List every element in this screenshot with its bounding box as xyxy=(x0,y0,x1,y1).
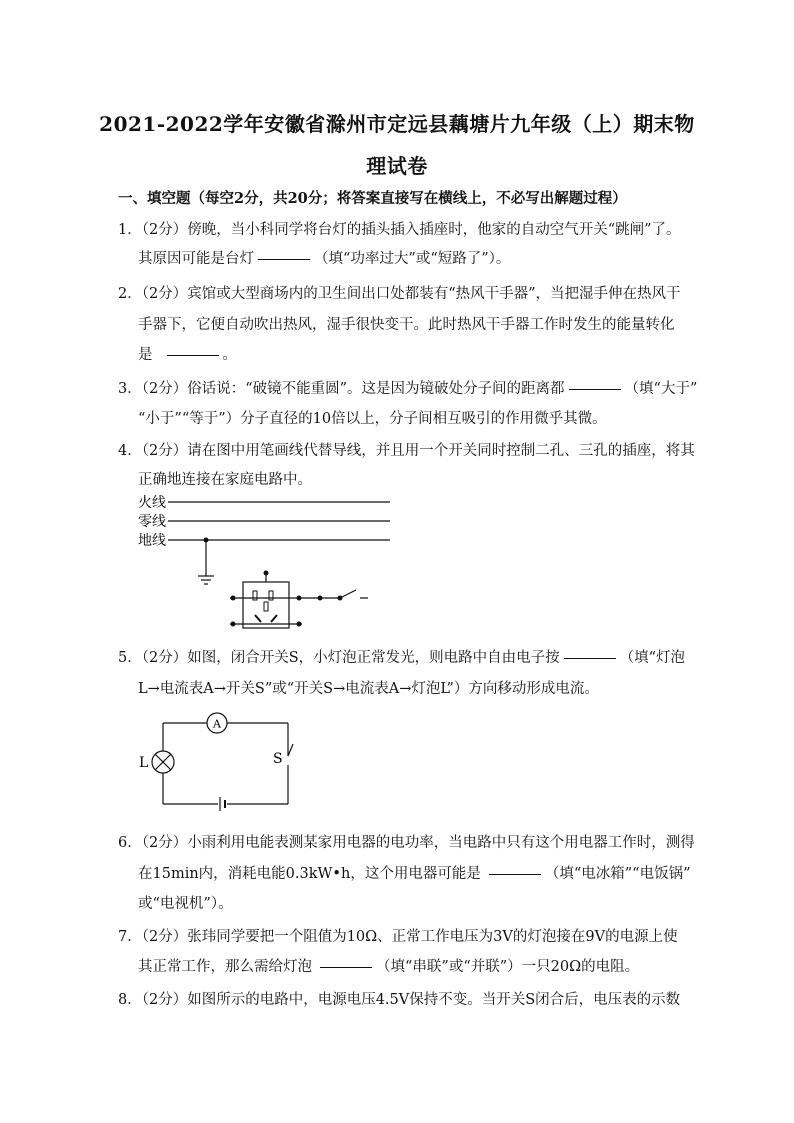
q2-line2: 手器下，它便自动吹出热风，湿手很快变干。此时热风干手器工作时发生的能量转化 xyxy=(138,317,675,333)
three-pin-slot-right xyxy=(271,615,277,622)
q7-text-a: 其正常工作，那么需给灯泡 xyxy=(138,959,312,975)
q6-text-b: （填“电冰箱”“电饭锅” xyxy=(544,866,691,882)
q2-line1: 2．（2分）宾馆或大型商场内的卫生间出口处都装有“热风干手器”，当把湿手伸在热风干 xyxy=(118,286,681,302)
q2-text-a: 是 xyxy=(138,347,153,363)
three-pin-slot-top xyxy=(264,602,268,611)
q3-text-b: （填“大于” xyxy=(624,381,698,397)
paper-title-line2: 理试卷 xyxy=(366,154,428,178)
socket-panel xyxy=(243,582,289,628)
live-wire-label: 火线 xyxy=(138,495,166,511)
q6-text-a: 在15min内，消耗电能0.3kW•h，这个用电器可能是 xyxy=(138,866,481,882)
switch-terminal-1 xyxy=(318,596,323,601)
q6-line1: 6．（2分）小雨利用电能表测某家用电器的电功率，当电路中只有这个用电器工作时，测得 xyxy=(118,835,695,851)
socket-terminal-right-lower xyxy=(297,622,302,627)
q7-answer-blank[interactable] xyxy=(320,966,372,968)
section-heading: 一、填空题（每空2分，共20分；将答案直接写在横线上，不必写出解题过程） xyxy=(118,190,627,207)
q5-text-b: （填“灯泡 xyxy=(619,650,686,666)
q3-answer-blank[interactable] xyxy=(569,388,621,390)
q6-answer-blank[interactable] xyxy=(489,873,541,875)
socket-terminal-left-lower xyxy=(231,622,236,627)
q3-line2: “小于”“等于”）分子直径的10倍以上，分子间相互吸引的作用微乎其微。 xyxy=(138,411,607,427)
q1-line1: 1．（2分）傍晚，当小科同学将台灯的插头插入插座时，他家的自动空气开关“跳闸”了。 xyxy=(118,222,681,238)
switch-label: S xyxy=(273,751,283,767)
q1-answer-blank[interactable] xyxy=(258,258,310,260)
q8-line1: 8．（2分）如图所示的电路中，电源电压4.5V保持不变。当开关S闭合后，电压表的示数 xyxy=(118,992,681,1008)
q6-line3: 或“电视机”）。 xyxy=(138,896,233,912)
q5-circuit-figure xyxy=(130,708,310,812)
q1-text-a: 其原因可能是台灯 xyxy=(138,251,254,267)
ammeter-label: A xyxy=(213,717,221,731)
q6-line2 xyxy=(138,862,690,883)
q7-line2 xyxy=(138,955,639,976)
q7-text-b: （填“串联”或“并联”）一只20Ω的电阻。 xyxy=(376,959,640,975)
q2-answer-blank[interactable] xyxy=(167,354,219,356)
socket-terminal-left-upper xyxy=(231,596,236,601)
q5-line1 xyxy=(118,646,685,667)
q1-text-b: （填“功率过大”或“短路了”）。 xyxy=(314,251,511,267)
socket-terminal-right-upper xyxy=(297,596,302,601)
ground-wire-label: 地线 xyxy=(138,533,166,549)
q7-line1: 7．（2分）张玮同学要把一个阻值为10Ω、正常工作电压为3V的灯泡接在9V的电源上使 xyxy=(118,929,678,945)
switch-blade xyxy=(340,590,356,598)
lamp-label: L xyxy=(139,755,149,771)
q4-household-circuit-figure xyxy=(130,490,390,640)
switch-s-blade xyxy=(288,744,293,756)
two-pin-slot-right xyxy=(269,591,273,600)
paper-title-line1: 2021-2022学年安徽省滁州市定远县藕塘片九年级（上）期末物 xyxy=(99,112,695,136)
q2-text-b: 。 xyxy=(222,347,237,363)
q5-text-a: 5．（2分）如图，闭合开关S，小灯泡正常发光，则电路中自由电子按 xyxy=(118,650,560,666)
neutral-wire-label: 零线 xyxy=(138,514,166,530)
q5-line2: L→电流表A→开关S”或“开关S→电流表A→灯泡L”）方向移动形成电流。 xyxy=(138,681,599,697)
two-pin-slot-left xyxy=(253,591,257,600)
three-pin-slot-left xyxy=(255,615,261,622)
q4-line2: 正确地连接在家庭电路中。 xyxy=(138,472,312,488)
q3-line1 xyxy=(118,377,697,398)
q3-text-a: 3．（2分）俗话说：“破镜不能重圆”。这是因为镜破处分子间的距离都 xyxy=(118,381,565,397)
q1-line2 xyxy=(138,247,510,268)
q5-answer-blank[interactable] xyxy=(564,657,616,659)
q4-line1: 4．（2分）请在图中用笔画线代替导线，并且用一个开关同时控制二孔、三孔的插座，将其 xyxy=(118,443,695,459)
q2-line3 xyxy=(138,343,237,364)
